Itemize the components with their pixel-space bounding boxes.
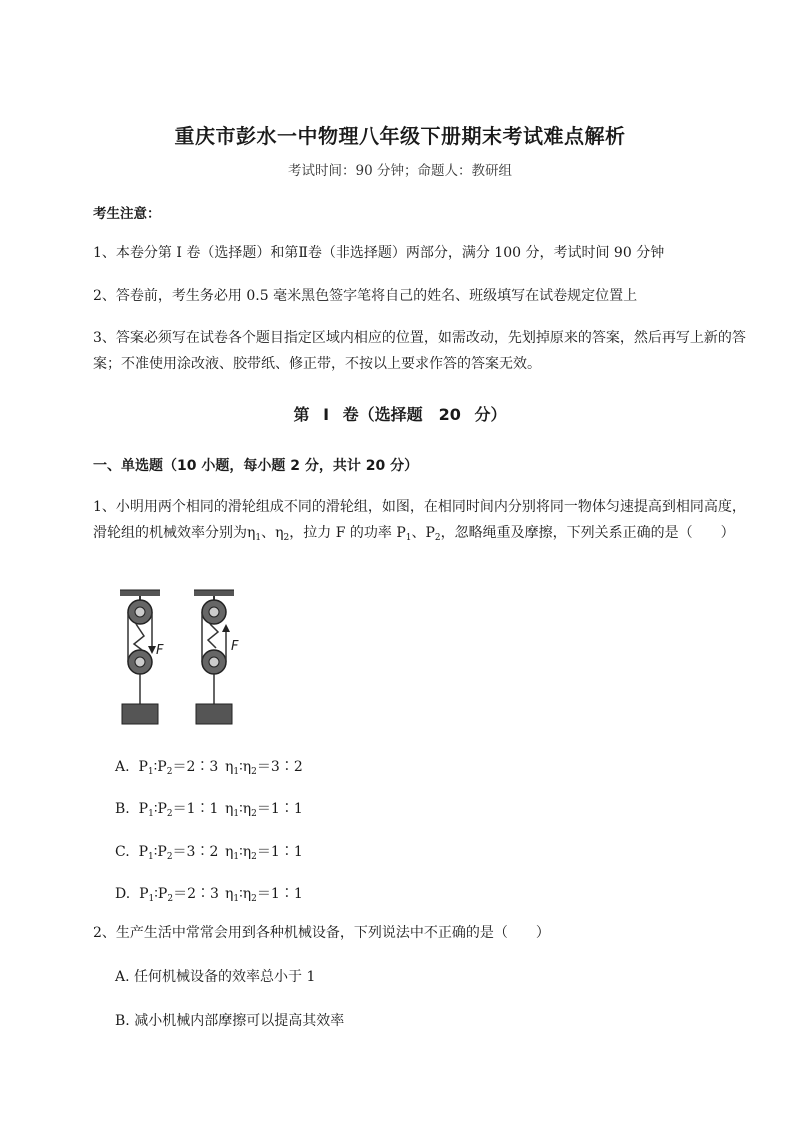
question-1-stem: 1、小明用两个相同的滑轮组成不同的滑轮组，如图，在相同时间内分别将同一物体匀速提高到相同高度，滑轮组的机械效率分别为$\eta_1$、$\eta_2$，拉力 F 的功率 $P_1$、$P_2$，忽略绳重及摩擦，下列关系正确的是（ ）	[93, 499, 746, 543]
question-2-stem: 2、生产生活中常常会用到各种机械设备，下列说法中不正确的是（ ）	[93, 925, 550, 941]
question-1-option-c[interactable]: C. $P_1∶P_2=3∶2$ $\eta_1∶\eta_2=1∶1$	[115, 844, 303, 862]
notice-item-3: 3、答案必须写在试卷各个题目指定区域内相应的位置，如需改动，先划掉原来的答案，然后再写上新的答案；不准使用涂改液、胶带纸、修正带，不按以上要求作答的答案无效。	[93, 330, 746, 372]
notice-item-1: 1、本卷分第 I 卷（选择题）和第Ⅱ卷（非选择题）两部分，满分 100 分，考试时间 90 分钟	[93, 245, 665, 261]
question-1-option-b[interactable]: B. $P_1∶P_2=1∶1$ $\eta_1∶\eta_2=1∶1$	[115, 801, 303, 819]
section-title: 第 I 卷（选择题 20 分）	[293, 405, 507, 424]
pulley-system-left	[120, 590, 164, 724]
part-heading: 一、单选题（10 小题，每小题 2 分，共计 20 分）	[93, 458, 419, 474]
question-1-option-d[interactable]: D. $P_1∶P_2=2∶3$ $\eta_1∶\eta_2=1∶1$	[115, 886, 303, 904]
notice-heading: 考生注意：	[93, 206, 161, 222]
pulley-diagram	[112, 588, 262, 728]
page-title: 重庆市彭水一中物理八年级下册期末考试难点解析	[174, 124, 626, 148]
force-label-right: F	[231, 639, 239, 654]
question-2-option-b[interactable]: B. 减小机械内部摩擦可以提高其效率	[115, 1013, 345, 1029]
question-1-option-a[interactable]: A. $P_1∶P_2=2∶3$ $\eta_1∶\eta_2=3∶2$	[115, 759, 303, 777]
pulley-system-right	[194, 590, 239, 724]
force-label-left: F	[156, 643, 164, 658]
exam-info: 考试时间：90 分钟；命题人：教研组	[288, 163, 512, 179]
notice-item-2: 2、答卷前，考生务必用 0.5 毫米黑色签字笔将自己的姓名、班级填写在试卷规定位置上	[93, 288, 638, 304]
question-2-option-a[interactable]: A. 任何机械设备的效率总小于 1	[115, 969, 316, 985]
